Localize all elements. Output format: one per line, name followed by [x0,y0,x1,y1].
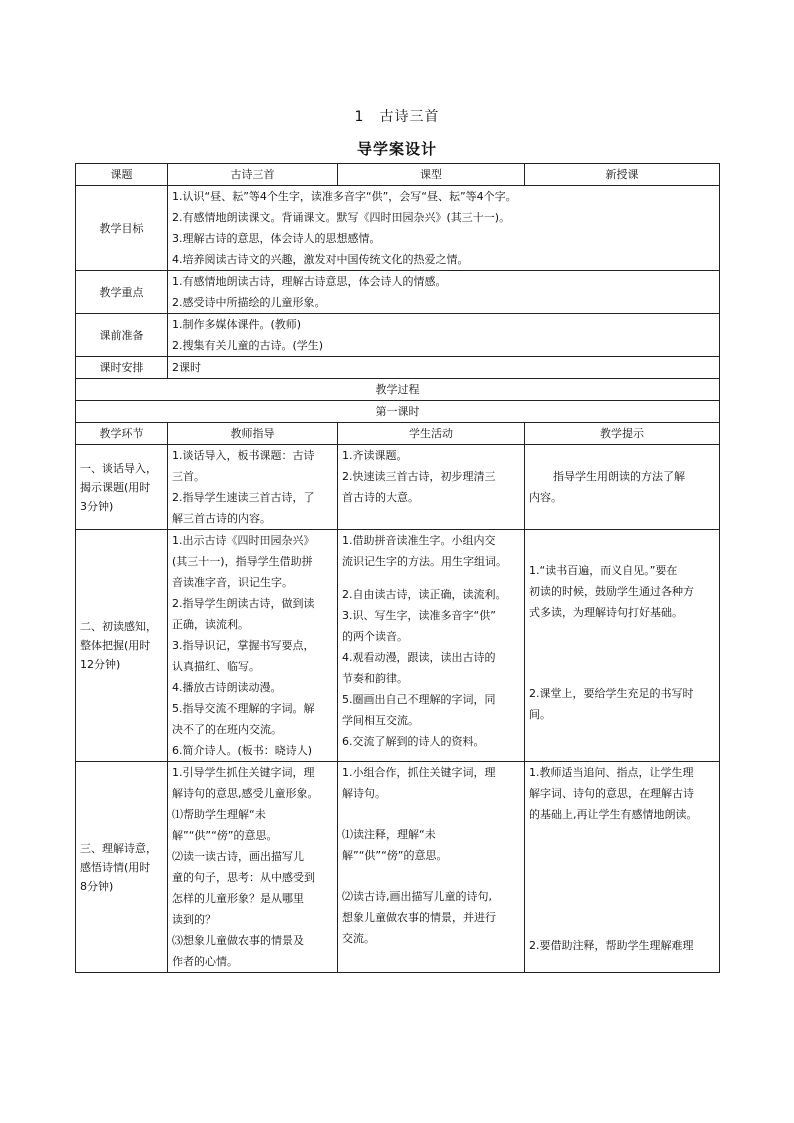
meta-row [76,164,720,186]
key-point-item: 2.感受诗中所描绘的儿童形象。 [172,296,326,309]
stage-row-2 [76,530,720,762]
student-activity: 1.小组合作，抓住关键字词，理 解诗句。 ⑴读注释，理解“未 解”“供”“傍”的意思。 ⑵读古诗,画出描写儿童的诗句, 想象儿童做农事的情景，并进行 交流。 [338,762,525,973]
key-points-content [168,271,720,314]
lesson-plan-table [75,163,720,973]
student-activity: 1.借助拼音读准生字。小组内交 流识记生字的方法。用生字组词。 2.自由读古诗，读正确，读流利。 3.识、写生字，读准多音字“供” 的两个读音。 4.观看动漫，跟读，读出古诗的 节奏和韵律。 5.圈画出自己不理解的字词，同 学间相互交流。 6.交流了解到的诗人的资料。 [338,530,525,762]
stage-row-1 [76,445,720,530]
goal-item: 2.有感情地朗读课文。背诵课文。默写《四时田园杂兴》(其三十一)。 [172,211,511,224]
goals-label: 教学目标 [76,186,168,271]
schedule-value: 2课时 [168,357,720,379]
key-points-row [76,271,720,314]
stage-name: 一、谈话导入， 揭示课题(用时 3分钟) [76,445,168,530]
teacher-guidance: 1.引导学生抓住关键字词，理 解诗句的意思,感受儿童形象。 ⑴帮助学生理解“未 解”“供”“傍”的意思。 ⑵读一读古诗，画出描写儿 童的句子，思考：从中感受到 怎样的儿童形象？是从哪里 读到的？ ⑶想象儿童做农事的情景及 作者的心情。 [168,762,338,973]
teacher-guidance: 1.谈话导入，板书课题：古诗 三首。 2.指导学生速读三首古诗，了 解三首古诗的内容。 [168,445,338,530]
process-title-row [76,379,720,401]
lesson-title: 第一课时 [76,401,720,423]
stage-name: 二、初读感知， 整体把握(用时 12分钟) [76,530,168,762]
subject-value: 古诗三首 [168,164,338,186]
goal-item: 4.培养阅读古诗文的兴趣，激发对中国传统文化的热爱之情。 [172,253,469,266]
goals-content [168,186,720,271]
preparation-label: 课前准备 [76,314,168,357]
student-activity: 1.齐读课题。 2.快速读三首古诗，初步理清三 首古诗的大意。 [338,445,525,530]
teacher-guidance: 1.出示古诗《四时田园杂兴》 (其三十一)，指导学生借助拼 音读准字音，识记生字。 2.指导学生朗读古诗，做到读 正确，读流利。 3.指导识记，掌握书写要点， 认真描红、临写。 4.播放古诗朗读动漫。 5.指导交流不理解的字词。解 决不了的在班内交流。 6.简介诗人。(板书：晓诗人) [168,530,338,762]
schedule-row [76,357,720,379]
key-points-label: 教学重点 [76,271,168,314]
stage-row-3 [76,762,720,973]
subject-label: 课题 [76,164,168,186]
key-point-item: 1.有感情地朗读古诗，理解古诗意思，体会诗人的情感。 [172,275,447,288]
lesson-title-row [76,401,720,423]
column-header-row [76,423,720,445]
preparation-item: 2.搜集有关儿童的古诗。(学生) [172,339,324,352]
goals-row [76,186,720,271]
process-title: 教学过程 [76,379,720,401]
preparation-row [76,314,720,357]
column-header-tips: 教学提示 [525,423,720,445]
type-value: 新授课 [525,164,720,186]
document-title: 1 古诗三首 [354,109,440,125]
preparation-item: 1.制作多媒体课件。(教师) [172,318,302,331]
column-header-student: 学生活动 [338,423,525,445]
document-subtitle: 导学案设计 [356,140,437,158]
type-label: 课型 [338,164,525,186]
preparation-content [168,314,720,357]
goal-item: 1.认识“昼、耘”等4个生字，读准多音字“供”，会写“昼、耘”等4个字。 [172,190,517,203]
stage-name: 三、理解诗意， 感悟诗情(用时 8分钟) [76,762,168,973]
goal-item: 3.理解古诗的意思，体会诗人的思想感情。 [172,232,381,245]
teaching-tips: 1.教师适当追问、指点，让学生理 解字词、诗句的意思，在理解古诗 的基础上,再让学生有感情地朗读。 2.要借助注释，帮助学生理解难理 [525,762,720,973]
schedule-label: 课时安排 [76,357,168,379]
column-header-teacher: 教师指导 [168,423,338,445]
teaching-tips: 1.“读书百遍，而义自见。”要在 初读的时候，鼓励学生通过各种方 式多读，为理解诗句打好基础。 2.课堂上，要给学生充足的书写时 间。 [525,530,720,762]
teaching-tips: 指导学生用朗读的方法了解 内容。 [525,445,720,530]
column-header-stage: 教学环节 [76,423,168,445]
